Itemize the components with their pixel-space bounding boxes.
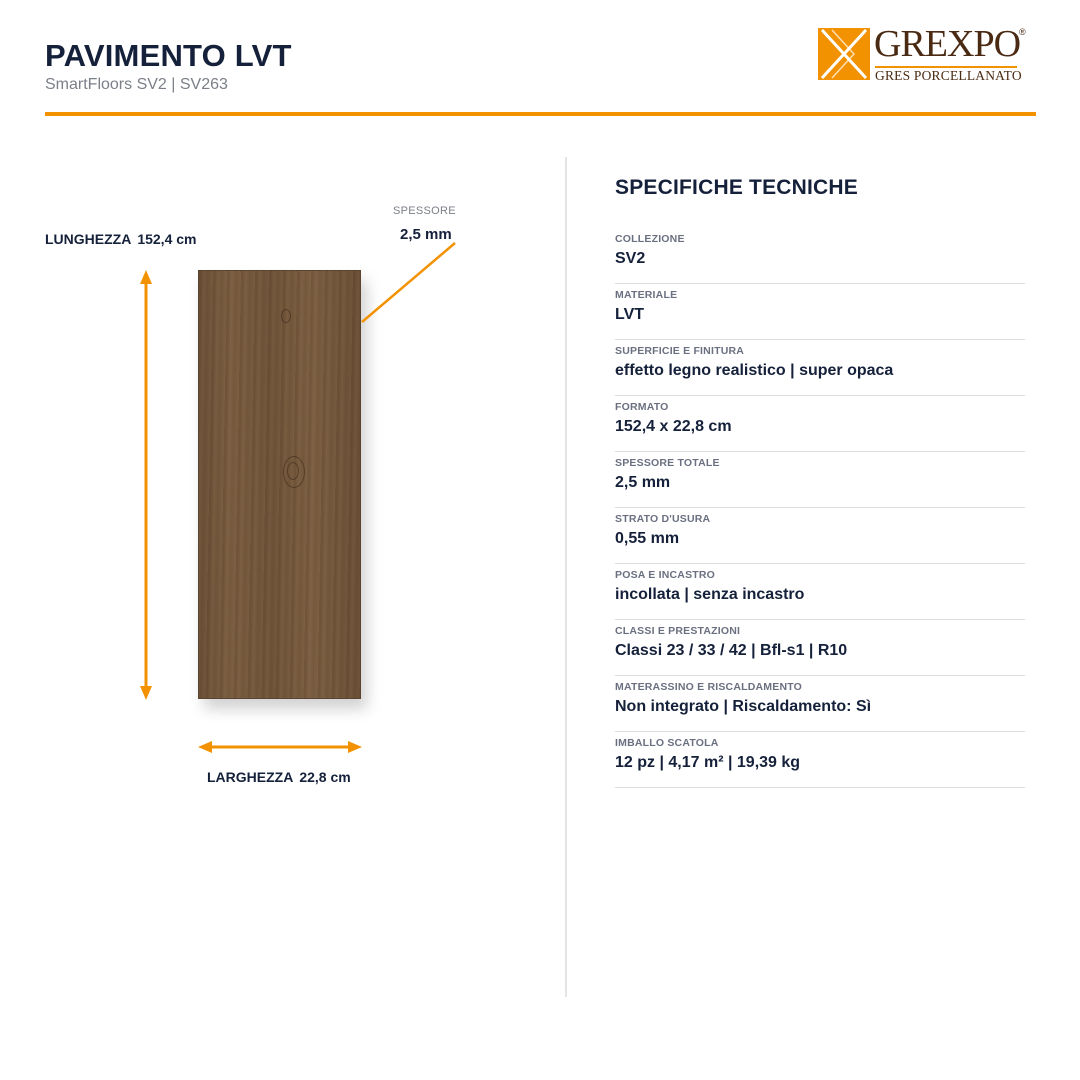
length-value: 152,4 cm	[137, 231, 197, 247]
spec-row-classi	[615, 620, 1025, 676]
logo-wordmark: GREXPO	[874, 23, 1021, 65]
specs-title: SPECIFICHE TECNICHE	[615, 176, 858, 199]
spec-label: MATERIALE	[615, 289, 678, 301]
spec-label: SPESSORE TOTALE	[615, 457, 720, 469]
spec-row-posa	[615, 564, 1025, 620]
spec-value: effetto legno realistico | super opaca	[615, 362, 894, 379]
spec-label: STRATO D'USURA	[615, 513, 711, 525]
spec-label: FORMATO	[615, 401, 669, 413]
logo-tagline: GRES PORCELLANATO	[875, 68, 1022, 83]
spec-value: LVT	[615, 306, 645, 323]
spec-label: COLLEZIONE	[615, 233, 685, 245]
spec-row-superficie	[615, 340, 1025, 396]
wood-knot	[287, 462, 299, 480]
spec-value: incollata | senza incastro	[615, 586, 805, 603]
spec-row-formato	[615, 396, 1025, 452]
spec-value: Non integrato | Riscaldamento: Sì	[615, 698, 872, 715]
length-arrow-icon	[140, 270, 152, 700]
spec-value: SV2	[615, 250, 646, 267]
page-title: PAVIMENTO LVT	[45, 38, 292, 73]
spec-value: 0,55 mm	[615, 530, 680, 547]
logo-x-mark-icon	[818, 28, 870, 80]
thickness-value: 2,5 mm	[400, 226, 452, 243]
spec-value: Classi 23 / 33 / 42 | Bfl-s1 | R10	[615, 642, 848, 659]
spec-label: POSA E INCASTRO	[615, 569, 716, 581]
spec-label: CLASSI E PRESTAZIONI	[615, 625, 741, 637]
thickness-leader-line	[362, 243, 455, 322]
brand-logo	[818, 23, 1030, 84]
spec-row-imballo	[615, 732, 1025, 788]
length-label: LUNGHEZZA	[45, 231, 132, 247]
spec-row-strato-usura	[615, 508, 1025, 564]
spec-label: IMBALLO SCATOLA	[615, 737, 719, 749]
column-divider	[565, 157, 567, 997]
width-arrow-icon	[198, 741, 362, 753]
spec-list	[615, 228, 1025, 788]
spec-value: 152,4 x 22,8 cm	[615, 418, 732, 435]
width-dimension	[207, 769, 351, 785]
spec-row-materiale	[615, 284, 1025, 340]
length-dimension	[45, 231, 197, 247]
thickness-label: SPESSORE	[393, 205, 456, 217]
spec-label: SUPERFICIE E FINITURA	[615, 345, 745, 357]
logo-registered-mark: ®	[1019, 27, 1026, 37]
page-subtitle: SmartFloors SV2 | SV263	[45, 76, 228, 93]
spec-value: 12 pz | 4,17 m² | 19,39 kg	[615, 754, 801, 771]
spec-row-spessore	[615, 452, 1025, 508]
spec-row-collezione	[615, 228, 1025, 284]
spec-row-materassino	[615, 676, 1025, 732]
spec-label: MATERASSINO E RISCALDAMENTO	[615, 681, 803, 693]
plank-image	[198, 270, 361, 699]
width-label: LARGHEZZA	[207, 769, 294, 785]
header-rule	[45, 112, 1036, 116]
width-value: 22,8 cm	[299, 769, 351, 785]
wood-knot	[281, 309, 291, 323]
spec-value: 2,5 mm	[615, 474, 671, 491]
